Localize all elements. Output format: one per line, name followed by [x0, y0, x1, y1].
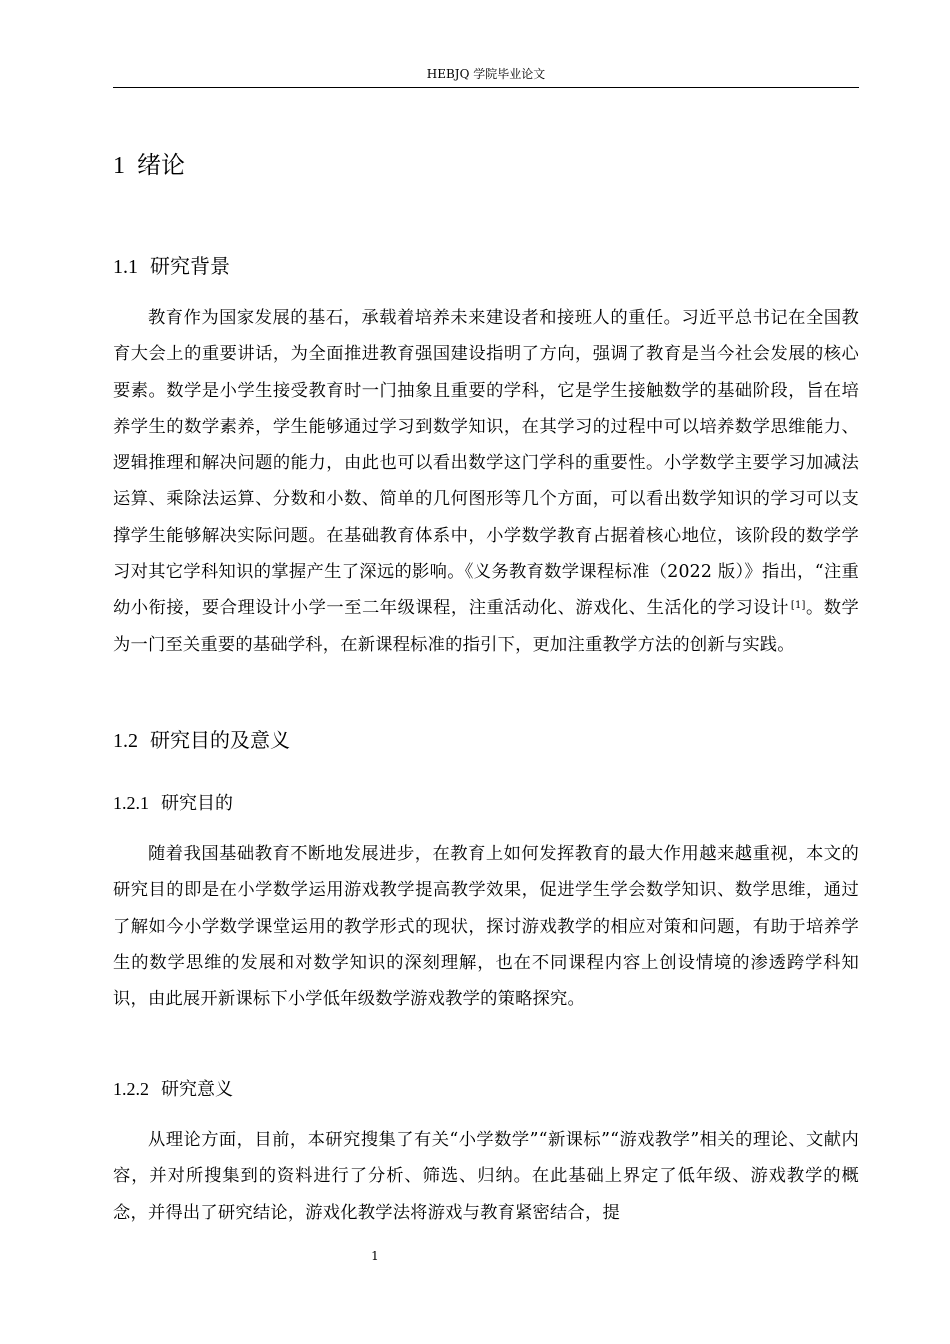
header-rule: [113, 87, 859, 88]
section-title: 研究背景: [150, 254, 230, 278]
purpose-paragraph: 随着我国基础教育不断地发展进步，在教育上如何发挥教育的最大作用越来越重视，本文的研究目的即是在小学数学运用游戏教学提高教学效果，促进学生学会数学知识、数学思维，通过了解如今小学数学课堂运用的教学形式的现状，探讨游戏教学的相应对策和问题，有助于培养学生的数学思维的发展和对数学知识的深刻理解，也在不同课程内容上创设情境的渗透跨学科知识，由此展开新课标下小学低年级数学游戏教学的策略探究。: [113, 844, 859, 1010]
subsection-number: 1.2.1: [113, 793, 149, 813]
section-heading-1-1: [113, 252, 230, 281]
subsection-heading-1-2-2: [113, 1076, 233, 1103]
section-number: 1.2: [113, 730, 138, 752]
chapter-title: 绪论: [137, 151, 185, 179]
chapter-number: 1: [113, 153, 125, 179]
significance-paragraph: 从理论方面，目前，本研究搜集了有关“小学数学”“新课标”“游戏教学”相关的理论、文献内容，并对所搜集到的资料进行了分析、筛选、归纳。在此基础上界定了低年级、游戏教学的概念，并得出了研究结论，游戏化教学法将游戏与教育紧密结合，提: [113, 1130, 859, 1223]
chapter-heading: [113, 148, 185, 183]
citation-ref: [1]: [790, 600, 806, 612]
subsection-title: 研究目的: [161, 793, 233, 814]
page-number: 1: [371, 1249, 379, 1263]
section-number: 1.1: [113, 256, 138, 278]
background-text-end: 。数学为一门至关重要的基础学科，在新课程标准的指引下，更加注重教学方法的创新与实践。: [113, 598, 859, 655]
subsection-title: 研究意义: [161, 1079, 233, 1100]
background-paragraph: [113, 300, 859, 663]
page-header: HEBJQ 学院毕业论文: [426, 67, 546, 81]
subsection-number: 1.2.2: [113, 1079, 149, 1099]
section-title: 研究目的及意义: [150, 728, 290, 752]
subsection-heading-1-2-1: [113, 790, 233, 817]
background-text: 教育作为国家发展的基石，承载着培养未来建设者和接班人的重任。习近平总书记在全国教育大会上的重要讲话，为全面推进教育强国建设指明了方向，强调了教育是当今社会发展的核心要素。数学是小学生接受教育时一门抽象且重要的学科，它是学生接触数学的基础阶段，旨在培养学生的数学素养，学生能够通过学习到数学知识，在其学习的过程中可以培养数学思维能力、逻辑推理和解决问题的能力，由此也可以看出数学这门学科的重要性。小学数学主要学习加减法运算、乘除法运算、分数和小数、简单的几何图形等几个方面，可以看出数学知识的学习可以支撑学生能够解决实际问题。在基础教育体系中，小学数学教育占据着核心地位，该阶段的数学学习对其它学科知识的掌握产生了深远的影响。《义务教育数学课程标准（2022 版）》指出，“注重幼小衔接，要合理设计小学一至二年级课程，注重活动化、游戏化、生活化的学习设计: [113, 308, 859, 619]
section-heading-1-2: [113, 726, 290, 755]
